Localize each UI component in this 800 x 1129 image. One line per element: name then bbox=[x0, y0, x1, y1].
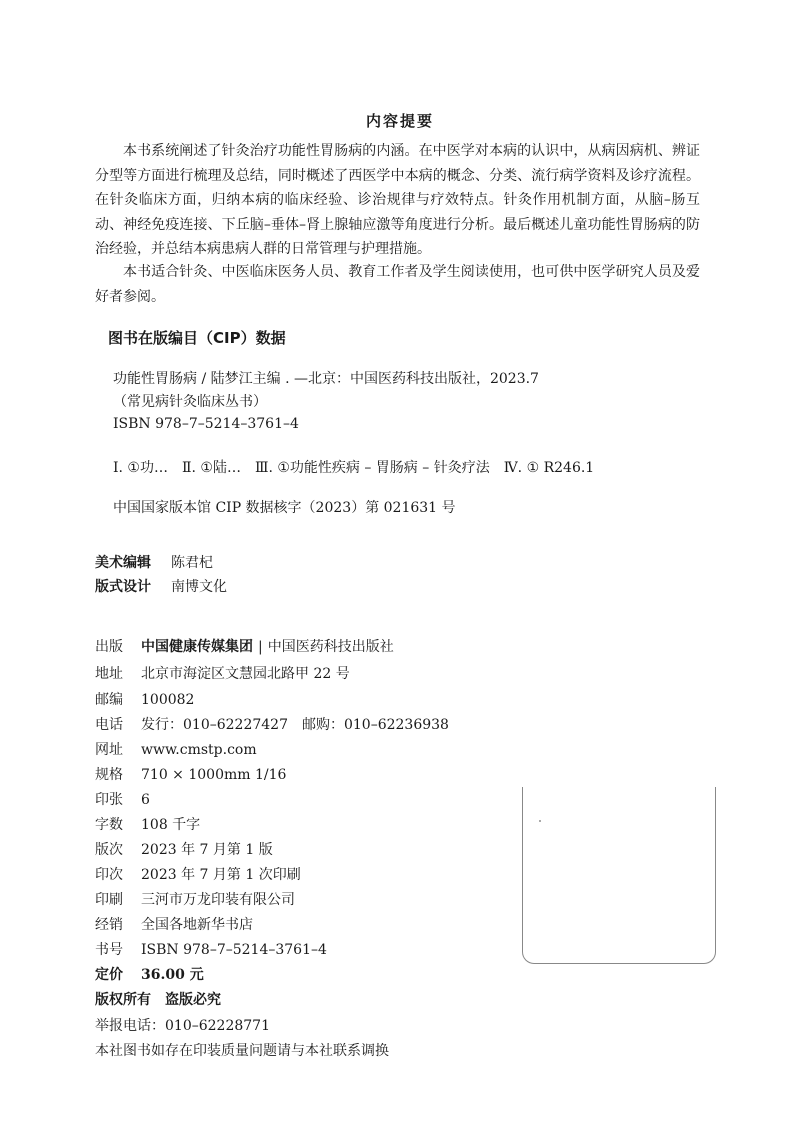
pub-row-label: 规格 bbox=[95, 767, 123, 783]
pub-row-label: 电话 bbox=[95, 717, 123, 733]
art-editor-value: 陈君杞 bbox=[171, 555, 213, 571]
pub-row-value: 100082 bbox=[141, 692, 195, 708]
pub-row-phone bbox=[95, 714, 449, 734]
cip-line-isbn: ISBN 978–7–5214–3761–4 bbox=[113, 416, 299, 432]
pub-row-format bbox=[95, 764, 286, 784]
cip-line-series: （常见病针灸临床丛书） bbox=[113, 394, 267, 410]
pub-row-value: 2023 年 7 月第 1 版 bbox=[141, 842, 273, 858]
cip-line-classification: Ⅰ. ①功… Ⅱ. ①陆… Ⅲ. ①功能性疾病 – 胃肠病 – 针灸疗法 Ⅳ. ① R246.1 bbox=[113, 460, 595, 476]
summary-paragraph-1: 本书系统阐述了针灸治疗功能性胃肠病的内涵。在中医学对本病的认识中，从病因病机、辨证分型等方面进行梳理及总结，同时概述了西医学中本病的概念、分类、流行病学资料及诊疗流程。在针灸临床方面，归纳本病的临床经验、诊治规律与疗效特点。针灸作用机制方面，从脑–肠互动、神经免疫连接、下丘脑–垂体–肾上腺轴应激等角度进行分析。最后概述儿童功能性胃肠病的防治经验，并总结本病患病人群的日常管理与护理措施。 bbox=[95, 143, 700, 257]
publisher-row bbox=[95, 636, 394, 656]
pub-row-value: 全国各地新华书店 bbox=[141, 917, 253, 933]
summary-paragraph-2: 本书适合针灸、中医临床医务人员、教育工作者及学生阅读使用，也可供中医学研究人员及爱好者参阅。 bbox=[95, 264, 700, 305]
pub-row-website bbox=[95, 739, 257, 759]
layout-design-row bbox=[95, 576, 227, 596]
art-editor-label: 美术编辑 bbox=[95, 555, 151, 571]
pub-row-label: 版次 bbox=[95, 842, 123, 858]
report-phone: 举报电话：010–62228771 bbox=[95, 1018, 270, 1034]
pub-row-sheets bbox=[95, 789, 150, 809]
publisher-name: 中国医药科技出版社 bbox=[267, 639, 394, 655]
pub-row-printing bbox=[95, 864, 301, 884]
cip-line-title: 功能性胃肠病 / 陆梦江主编 . —北京：中国医药科技出版社，2023.7 bbox=[113, 371, 539, 387]
price-value: 36.00 元 bbox=[141, 967, 204, 983]
price-label: 定价 bbox=[95, 967, 123, 983]
pub-row-value: ISBN 978–7–5214–3761–4 bbox=[141, 942, 327, 958]
pub-row-label: 邮编 bbox=[95, 692, 123, 708]
pub-row-value: 6 bbox=[141, 792, 150, 808]
layout-design-label: 版式设计 bbox=[95, 579, 151, 595]
pub-row-book-number bbox=[95, 939, 327, 959]
pub-row-address bbox=[95, 663, 350, 683]
frame-dot bbox=[539, 820, 541, 822]
cip-title: 图书在版编目（CIP）数据 bbox=[108, 329, 286, 347]
pub-row-word-count bbox=[95, 814, 200, 834]
price-row bbox=[95, 964, 204, 984]
pub-row-value: 2023 年 7 月第 1 次印刷 bbox=[141, 867, 301, 883]
publisher-group: 中国健康传媒集团 bbox=[141, 639, 253, 655]
publisher-separator: | bbox=[258, 639, 263, 655]
pub-row-label: 印次 bbox=[95, 867, 123, 883]
pub-row-label: 字数 bbox=[95, 817, 123, 833]
pub-row-label: 印刷 bbox=[95, 892, 123, 908]
pub-row-edition bbox=[95, 839, 273, 859]
pub-row-value: 三河市万龙印装有限公司 bbox=[141, 892, 295, 908]
pub-row-label: 经销 bbox=[95, 917, 123, 933]
pub-row-value: www.cmstp.com bbox=[141, 742, 257, 758]
cip-line-data-number: 中国国家版本馆 CIP 数据核字（2023）第 021631 号 bbox=[113, 500, 456, 516]
layout-design-value: 南博文化 bbox=[171, 579, 227, 595]
copyright-notice: 版权所有 盗版必究 bbox=[95, 992, 221, 1008]
qr-code-frame bbox=[522, 787, 716, 964]
summary-title: 内容提要 bbox=[365, 112, 434, 130]
pub-row-value: 发行：010–62227427 邮购：010–62236938 bbox=[141, 717, 449, 733]
pub-row-distributor bbox=[95, 914, 253, 934]
pub-row-label: 地址 bbox=[95, 666, 123, 682]
pub-row-postcode bbox=[95, 689, 194, 709]
pub-row-label: 印张 bbox=[95, 792, 123, 808]
pub-row-value: 710 × 1000mm 1/16 bbox=[141, 767, 287, 783]
pub-row-label: 网址 bbox=[95, 742, 123, 758]
publisher-label: 出版 bbox=[95, 639, 123, 655]
pub-row-value: 北京市海淀区文慧园北路甲 22 号 bbox=[141, 666, 350, 682]
art-editor-row bbox=[95, 552, 213, 572]
quality-notice: 本社图书如存在印装质量问题请与本社联系调换 bbox=[95, 1043, 389, 1059]
pub-row-printer bbox=[95, 889, 295, 909]
pub-row-label: 书号 bbox=[95, 942, 123, 958]
pub-row-value: 108 千字 bbox=[141, 817, 201, 833]
